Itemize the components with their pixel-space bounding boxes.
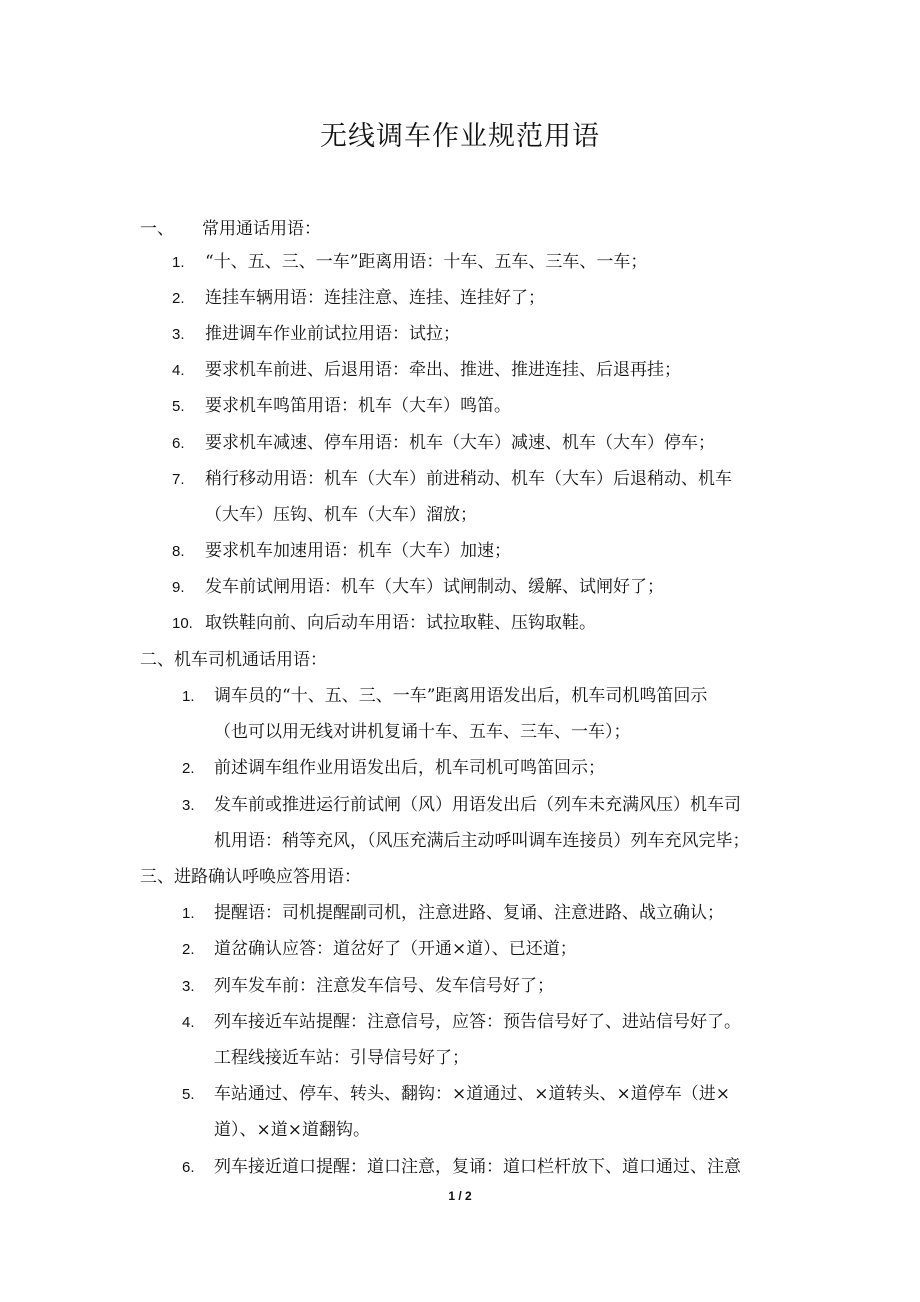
list-item-number: 7. [172,471,185,488]
section-heading [140,865,361,889]
list-item [172,467,732,491]
list-item [182,1010,741,1034]
list-item [172,358,681,382]
list-item-text: 稍行移动用语：机车（大车）前进稍动、机车（大车）后退稍动、机车 [205,469,732,489]
list-item-text: （也可以用无线对讲机复诵十车、五车、三车、一车）； [214,722,631,742]
list-item [182,1082,730,1106]
list-item [214,720,631,744]
list-item-text: “十、五、三、一车”距离用语：十车、五车、三车、一车； [205,252,648,272]
list-item-text: 要求机车加速用语：机车（大车）加速； [205,541,511,561]
list-item-text: 列车接近车站提醒：注意信号，应答：预告信号好了、进站信号好了。 [214,1012,741,1032]
document-title: 无线调车作业规范用语 [320,121,600,152]
list-item [172,322,460,346]
list-item-number: 2. [172,290,185,307]
list-item [182,937,577,961]
list-item [214,1046,469,1070]
list-item-text: 车站通过、停车、转头、翻钩：×道通过、×道转头、×道停车（进× [214,1084,730,1104]
list-item [182,756,605,780]
list-item-text: 要求机车减速、停车用语：机车（大车）减速、机车（大车）停车； [205,433,715,453]
list-item [214,1118,370,1142]
page-number: 1 / 2 [448,1189,472,1203]
list-item [182,1155,741,1179]
list-item [172,431,715,455]
list-item-number: 4. [172,362,185,379]
list-item [214,829,750,853]
list-item-number: 2. [182,941,195,958]
list-item [172,250,647,274]
list-item-text: 提醒语：司机提醒副司机，注意进路、复诵、注意进路、战立确认； [214,903,724,923]
list-item-text: 列车接近道口提醒：道口注意，复诵：道口栏杆放下、道口通过、注意 [214,1157,741,1177]
list-item-number: 2. [182,760,195,777]
list-item-text: 发车前试闸用语：机车（大车）试闸制动、缓解、试闸好了； [205,577,664,597]
section-heading [140,648,327,672]
list-item-text: 取铁鞋向前、向后动车用语：试拉取鞋、压钩取鞋。 [205,613,596,633]
list-item-text: 发车前或推进运行前试闸（风）用语发出后（列车未充满风压）机车司 [214,795,741,815]
list-item-text: 机用语：稍等充风，（风压充满后主动呼叫调车连接员）列车充风完毕； [214,831,750,851]
list-item-text: 连挂车辆用语：连挂注意、连挂、连挂好了； [205,288,545,308]
list-item-text: 前述调车组作业用语发出后，机车司机可鸣笛回示； [214,758,605,778]
list-item-text: 调车员的“十、五、三、一车”距离用语发出后，机车司机鸣笛回示 [214,686,708,706]
section-number: 三、 [140,867,174,887]
list-item-number: 3. [172,326,185,343]
list-item [182,684,707,708]
list-item-text: 要求机车前进、后退用语：牵出、推进、推进连挂、后退再挂； [205,360,681,380]
list-item-number: 1. [172,254,185,271]
list-item [172,611,596,635]
list-item [172,394,511,418]
list-item-number: 6. [182,1159,195,1176]
list-item [205,503,477,527]
list-item-text: 要求机车鸣笛用语：机车（大车）鸣笛。 [205,396,511,416]
list-item-number: 5. [182,1086,195,1103]
list-item-number: 3. [182,797,195,814]
list-item [172,286,545,310]
list-item-text: 推进调车作业前试拉用语：试拉； [205,324,460,344]
list-item-number: 4. [182,1014,195,1031]
list-item-number: 9. [172,579,185,596]
list-item-text: 工程线接近车站：引导信号好了； [214,1048,469,1068]
list-item-number: 1. [182,688,195,705]
section-number: 二、 [140,650,174,670]
section-heading-text: 常用通话用语： [202,219,321,239]
list-item-text: （大车）压钩、机车（大车）溜放； [205,505,477,525]
section-heading-text: 机车司机通话用语： [174,650,327,670]
list-item-number: 8. [172,543,185,560]
list-item-number: 10. [172,615,193,632]
section-number: 一、 [140,219,174,239]
list-item-text: 列车发车前：注意发车信号、发车信号好了； [214,976,554,996]
list-item-number: 6. [172,435,185,452]
list-item-text: 道）、×道×道翻钩。 [214,1120,370,1140]
list-item [172,539,511,563]
list-item-number: 1. [182,905,195,922]
list-item [182,901,724,925]
list-item [182,974,554,998]
section-heading-text: 进路确认呼唤应答用语： [174,867,361,887]
list-item-text: 道岔确认应答：道岔好了（开通×道）、已还道； [214,939,577,959]
list-item-number: 3. [182,978,195,995]
section-heading [140,217,321,241]
list-item [182,793,741,817]
list-item-number: 5. [172,398,185,415]
list-item [172,575,664,599]
